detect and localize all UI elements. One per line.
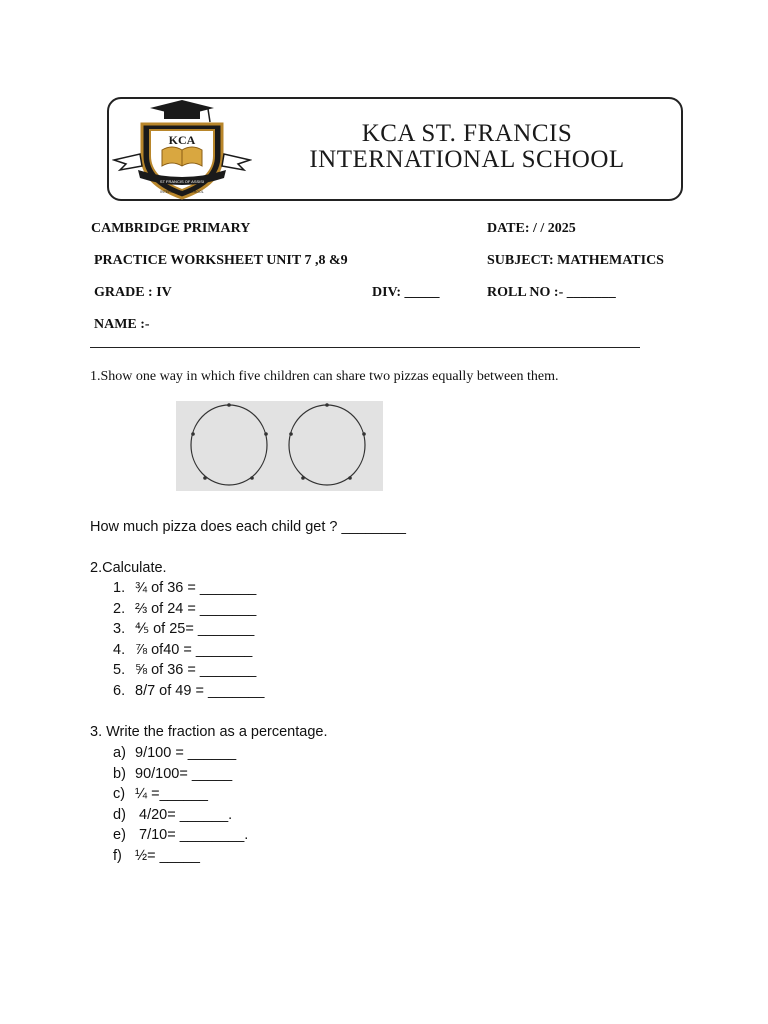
list-item: b) 90/100= _____: [113, 765, 233, 782]
name-underline: [90, 347, 640, 348]
question-1-text: 1.Show one way in which five children can share two pizzas equally between them.: [90, 369, 559, 384]
subject-label: SUBJECT: MATHEMATICS: [487, 253, 664, 268]
list-item: 3. ⅘ of 25= _______: [113, 621, 255, 638]
school-name-line2: INTERNATIONAL SCHOOL: [309, 146, 625, 173]
school-logo: [112, 100, 252, 202]
question-3-title: 3. Write the fraction as a percentage.: [90, 724, 328, 740]
school-name-line1: KCA ST. FRANCIS: [361, 120, 573, 147]
list-item: 1. ¾ of 36 = _______: [113, 580, 257, 596]
svg-text:INTERNATIONAL SCHOOL: INTERNATIONAL SCHOOL: [160, 190, 204, 194]
list-item: 5. ⅝ of 36 = _______: [113, 662, 257, 679]
list-item: 6. 8/7 of 49 = _______: [113, 682, 265, 699]
date-field: DATE: / / 2025: [487, 221, 576, 236]
roll-no-field: ROLL NO :- _______: [487, 285, 616, 300]
list-item: d) 4/20= ______.: [113, 806, 233, 823]
list-item: a) 9/100 = ______: [113, 745, 237, 761]
list-item: c) ¼ =______: [113, 786, 208, 803]
question-1-followup: How much pizza does each child get ? ________: [90, 519, 406, 535]
list-item: f) ½= _____: [113, 847, 200, 864]
question-2-title: 2.Calculate.: [90, 560, 167, 576]
list-item: e) 7/10= ________.: [113, 827, 249, 844]
list-item: 4. ⅞ of40 = _______: [113, 641, 253, 658]
name-field: NAME :-: [94, 317, 150, 332]
grade-label: GRADE : IV: [94, 285, 172, 300]
pizza-diagram: [176, 401, 383, 491]
two-pizzas-icon: [176, 401, 383, 491]
school-crest-icon: [112, 100, 252, 202]
question-3-list: [113, 743, 248, 867]
list-item: 2. ⅔ of 24 = _______: [113, 600, 257, 617]
curriculum-label: CAMBRIDGE PRIMARY: [91, 221, 251, 236]
question-2-list: [113, 578, 264, 702]
svg-text:KCA: KCA: [168, 133, 196, 147]
school-name: [262, 121, 672, 173]
div-field: DIV: _____: [372, 285, 440, 300]
worksheet-title: PRACTICE WORKSHEET UNIT 7 ,8 &9: [94, 253, 348, 268]
svg-text:ST FRANCIS OF ASSISI: ST FRANCIS OF ASSISI: [159, 179, 205, 184]
